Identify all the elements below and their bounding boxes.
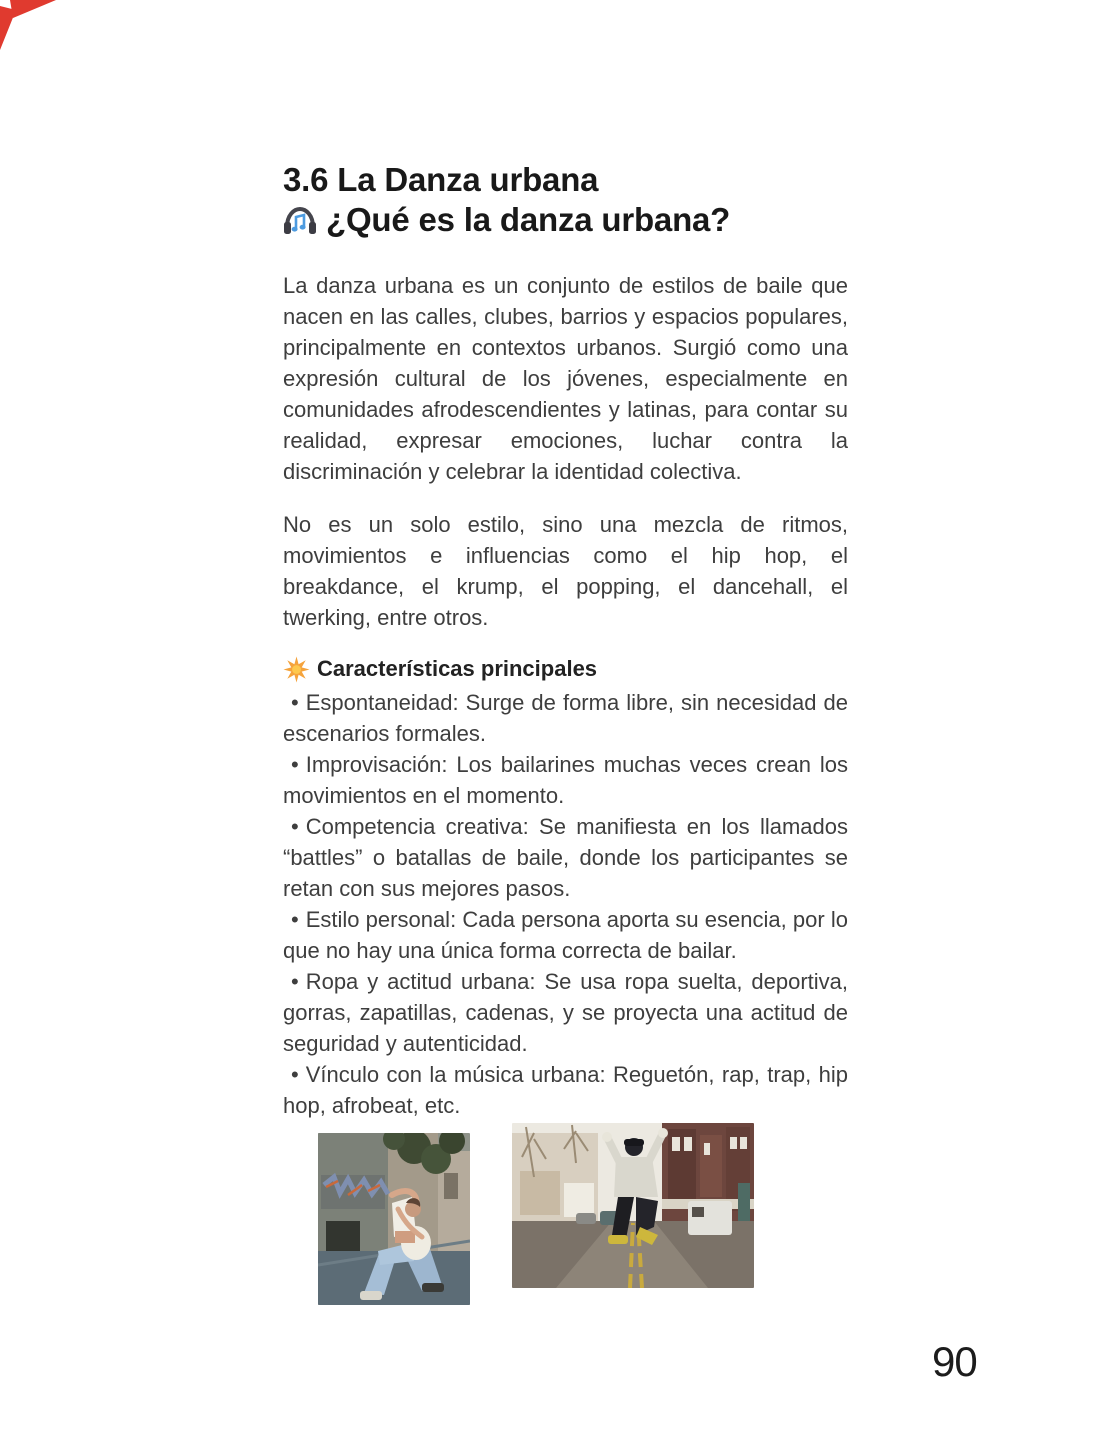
bullet-marker: • (291, 969, 299, 994)
list-item-text: Improvisación: Los bailarines muchas veces crean los movimientos en el momento. (283, 752, 848, 808)
bullet-marker: • (291, 814, 299, 839)
section-title: 3.6 La Danza urbana (283, 161, 599, 198)
list-item (283, 749, 848, 811)
characteristics-heading (283, 654, 848, 684)
list-item-text: Vínculo con la música urbana: Reguetón, rap, trap, hip hop, afrobeat, etc. (283, 1062, 848, 1118)
subsection-title (283, 200, 848, 240)
photo-row (318, 1123, 848, 1305)
bullet-marker: • (291, 690, 299, 715)
photo-dancer-graffiti-street (318, 1133, 470, 1305)
characteristics-list (283, 687, 848, 1121)
title-block (283, 160, 848, 240)
list-item (283, 966, 848, 1059)
page-number: 90 (932, 1338, 977, 1385)
red-corner-mark (0, 0, 62, 54)
list-item-text: Competencia creativa: Se manifiesta en los llamados “battles” o batallas de baile, donde los participantes se retan con sus mejores pasos. (283, 814, 848, 901)
bullet-marker: • (291, 907, 299, 932)
list-item (283, 811, 848, 904)
headphones-music-icon (283, 205, 317, 236)
list-item-text: Ropa y actitud urbana: Se usa ropa suelta, deportiva, gorras, zapatillas, cadenas, y se proyecta una actitud de seguridad y autenticidad. (283, 969, 848, 1056)
paragraph-styles: No es un solo estilo, sino una mezcla de ritmos, movimientos e influencias como el hip hop, el breakdance, el krump, el popping, el dancehall, el twerking, entre otros. (283, 512, 848, 630)
subsection-title-text: ¿Qué es la danza urbana? (326, 201, 731, 238)
bullet-marker: • (291, 752, 299, 777)
photo-dancer-jumping-street (512, 1123, 754, 1288)
list-item-text: Estilo personal: Cada persona aporta su esencia, por lo que no hay una única forma correcta de bailar. (283, 907, 848, 963)
bullet-marker: • (291, 1062, 299, 1087)
paragraph-intro: La danza urbana es un conjunto de estilos de baile que nacen en las calles, clubes, barrios y espacios populares, principalmente en contextos urbanos. Surgió como una expresión cultural de los jóvenes, especialmente en comunidades afrodescendientes y latinas, para contar su realidad, expresar emociones, luchar contra la discriminación y celebrar la identidad colectiva. (283, 273, 848, 484)
list-item (283, 1059, 848, 1121)
list-item (283, 904, 848, 966)
list-item (283, 687, 848, 749)
characteristics-heading-text: Características principales (317, 656, 598, 681)
star-icon (283, 656, 310, 683)
main-column (283, 160, 848, 1305)
list-item-text: Espontaneidad: Surge de forma libre, sin necesidad de escenarios formales. (283, 690, 848, 746)
